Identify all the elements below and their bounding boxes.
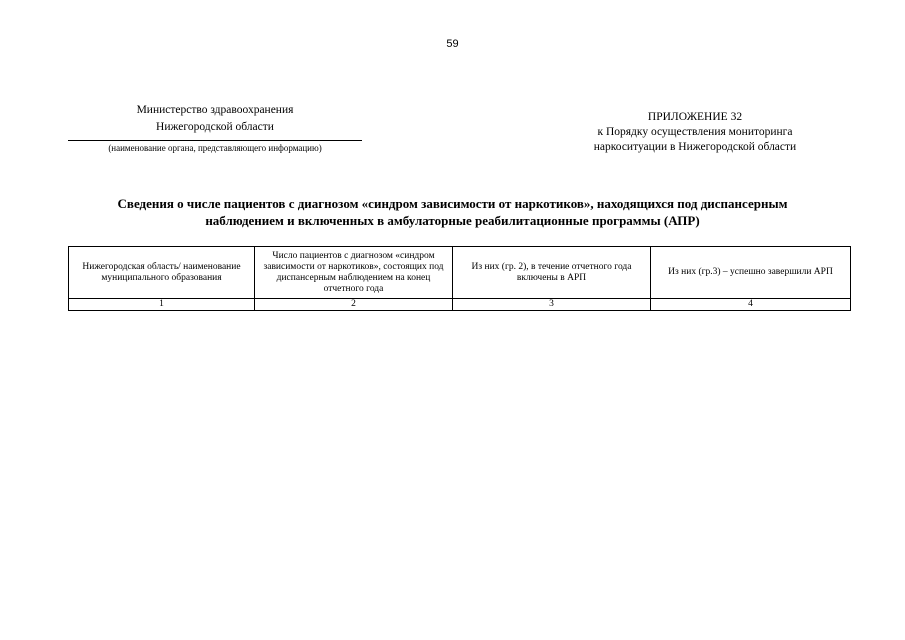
table-header-cell: Число пациентов с диагнозом «синдром зависимости от наркотиков», состоящих под диспансерным наблюдением на конец отчетного года <box>255 247 453 299</box>
table-column-number-row <box>69 299 851 311</box>
page-number: 59 <box>446 38 459 50</box>
document-title-line1: Сведения о числе пациентов с диагнозом «синдром зависимости от наркотиков», находящихся под диспансерным <box>117 196 788 211</box>
table-header-cell: Нижегородская область/ наименование муниципального образования <box>69 247 255 299</box>
appendix-title: ПРИЛОЖЕНИЕ 32 <box>647 111 743 123</box>
organization-name-line2: Нижегородской области <box>156 121 274 133</box>
column-number-cell: 2 <box>255 299 453 311</box>
table-header-cell: Из них (гр. 2), в течение отчетного года включены в АРП <box>453 247 651 299</box>
document-title-line2: наблюдением и включенных в амбулаторные реабилитационные программы (АПР) <box>205 213 700 228</box>
organization-block <box>68 102 362 154</box>
table-header-cell: Из них (гр.3) – успешно завершили АРП <box>651 247 851 299</box>
appendix-ref-line1: к Порядку осуществления мониторинга <box>597 126 793 138</box>
report-table <box>68 246 851 311</box>
column-number-cell: 1 <box>69 299 255 311</box>
table-header-row <box>69 247 851 299</box>
organization-caption: (наименование органа, представляющего информацию) <box>108 143 322 153</box>
appendix-block <box>570 110 820 155</box>
column-number-cell: 4 <box>651 299 851 311</box>
appendix-ref-line2: наркоситуации в Нижегородской области <box>593 141 797 153</box>
organization-underline <box>68 140 362 141</box>
column-number-cell: 3 <box>453 299 651 311</box>
document-title <box>40 195 865 229</box>
organization-name-line1: Министерство здравоохранения <box>136 104 294 116</box>
